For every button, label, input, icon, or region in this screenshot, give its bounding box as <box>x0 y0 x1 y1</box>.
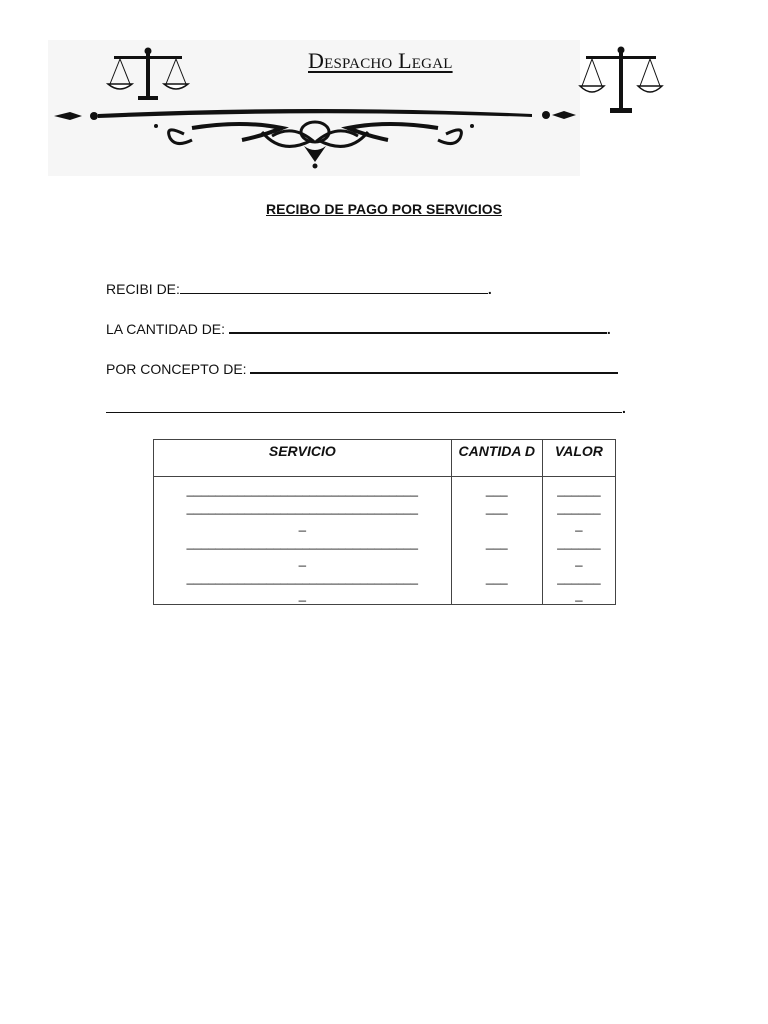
column-header-service: SERVICIO <box>154 440 452 477</box>
ornament-flourish <box>52 96 578 172</box>
table-header-row <box>154 440 616 477</box>
blank-line: ________________________________ <box>186 499 418 515</box>
services-table <box>153 439 616 605</box>
blank-line: _ <box>575 587 583 602</box>
received-from-field <box>106 281 492 297</box>
blank-line: ___ <box>485 499 508 515</box>
blank-line: _ <box>298 587 306 602</box>
blank-line: ___ <box>485 482 508 497</box>
value-cell[interactable] <box>542 477 615 605</box>
blank-line: ___ <box>485 569 508 585</box>
blank-line: _ <box>575 517 583 532</box>
amount-label: LA CANTIDAD DE: <box>106 321 229 337</box>
scales-of-justice-icon <box>578 44 664 116</box>
concept-continuation-end: . <box>622 400 626 416</box>
concept-line[interactable] <box>250 360 618 374</box>
blank-line: _ <box>575 552 583 567</box>
blank-line: ________________________________ <box>186 482 418 497</box>
amount-field <box>106 320 611 337</box>
blank-line: ________________________________ <box>186 569 418 585</box>
blank-line: ________________________________ <box>186 534 418 550</box>
amount-line[interactable] <box>229 320 607 334</box>
brand-name: Despacho Legal <box>308 48 453 73</box>
blank-line <box>458 551 536 569</box>
blank-line: _ <box>298 552 306 567</box>
concept-continuation-field <box>106 400 626 416</box>
blank-line: ______ <box>557 534 601 550</box>
blank-line: ___ <box>485 534 508 550</box>
concept-label: POR CONCEPTO DE: <box>106 361 251 377</box>
table-row <box>154 477 616 605</box>
column-header-value: VALOR <box>542 440 615 477</box>
quantity-cell[interactable] <box>451 477 542 605</box>
amount-end: . <box>606 321 611 337</box>
received-from-end: . <box>487 281 492 297</box>
blank-line <box>458 516 536 534</box>
concept-continuation-line[interactable] <box>106 400 622 413</box>
received-from-line[interactable] <box>180 281 488 294</box>
blank-line: ______ <box>557 482 601 497</box>
service-cell[interactable] <box>154 477 452 605</box>
column-header-quantity: CANTIDA D <box>451 440 542 477</box>
received-from-label: RECIBI DE: <box>106 281 180 297</box>
blank-line: _ <box>298 517 306 532</box>
blank-line: ______ <box>557 569 601 585</box>
scales-of-justice-icon <box>104 46 192 102</box>
document-title: RECIBO DE PAGO POR SERVICIOS <box>266 201 502 217</box>
blank-line: ______ <box>557 499 601 515</box>
concept-field <box>106 360 618 377</box>
